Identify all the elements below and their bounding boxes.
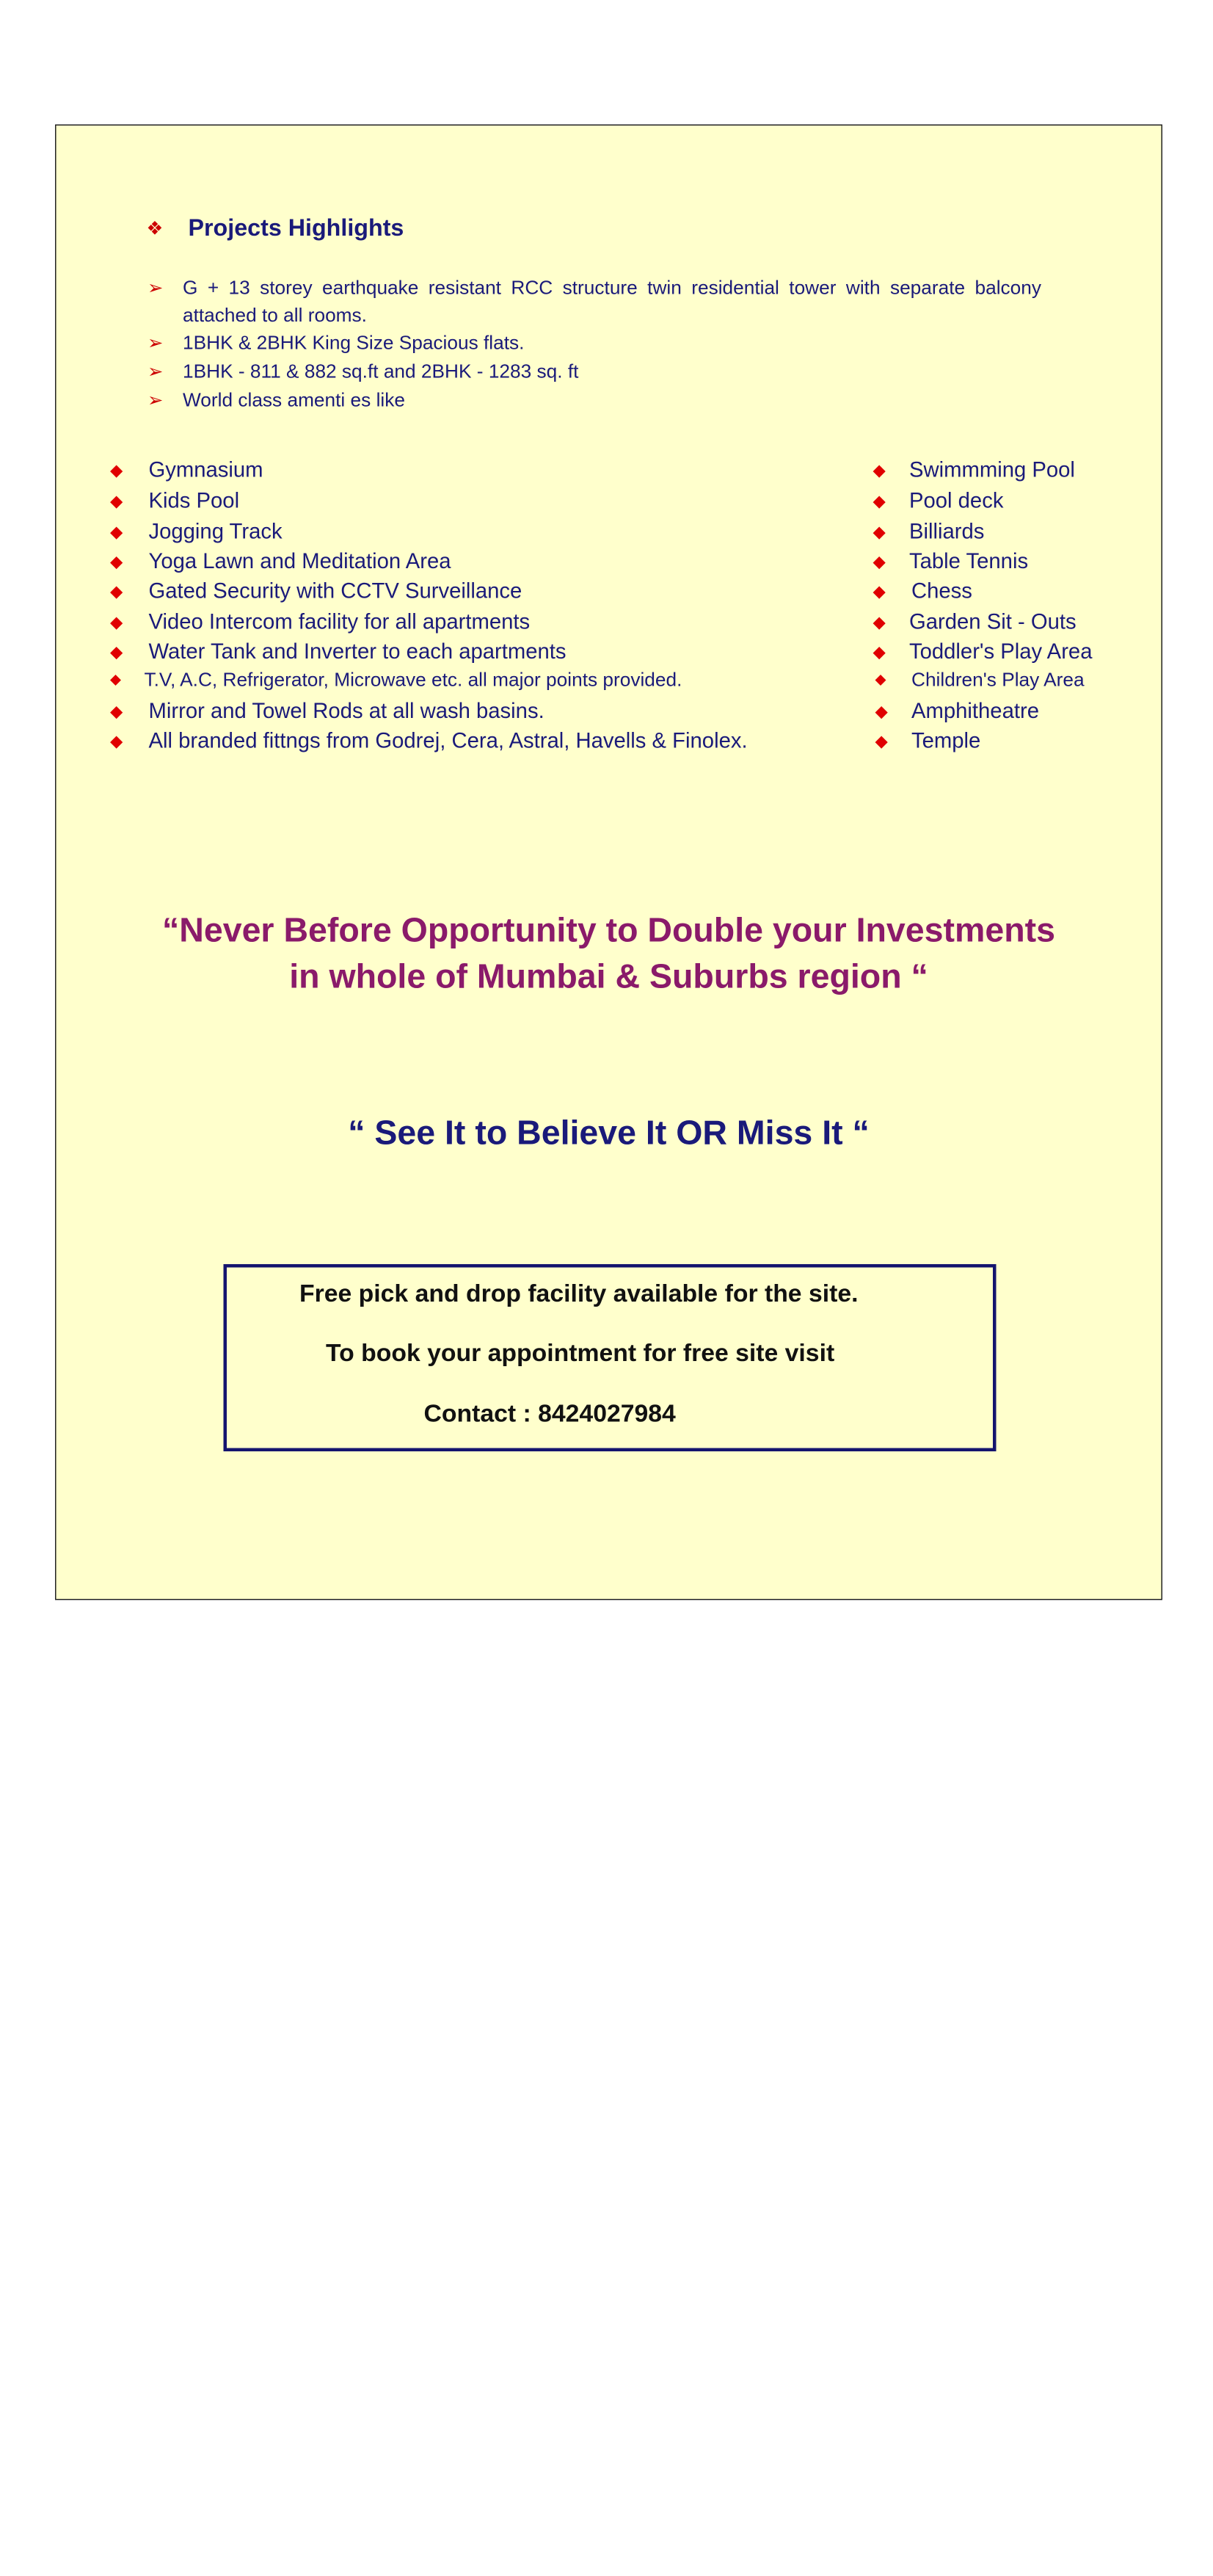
diamond-bullet-icon: ◆: [110, 732, 123, 751]
amenity-item: Gated Security with CCTV Surveillance: [148, 579, 522, 603]
heading-bullet-icon: ❖: [146, 218, 164, 239]
diamond-bullet-icon: ◆: [873, 582, 886, 601]
amenity-item: T.V, A.C, Refrigerator, Microwave etc. all major points provided.: [144, 668, 682, 691]
diamond-bullet-icon: ◆: [110, 523, 123, 542]
arrow-bullet-icon: ➢: [147, 277, 164, 299]
tagline: [55, 907, 1162, 1000]
highlight-point: G + 13 storey earthquake resistant RCC structure twin residential tower with separate balcony attached to all rooms.: [183, 276, 1041, 326]
amenity-item: Swimmming Pool: [909, 458, 1075, 482]
arrow-bullet-icon: ➢: [147, 361, 164, 382]
amenity-item: Water Tank and Inverter to each apartments: [148, 639, 567, 664]
diamond-bullet-icon: ◆: [873, 523, 886, 542]
tagline-line-1: “Never Before Opportunity to Double your Investments: [162, 910, 1055, 949]
amenity-item: Video Intercom facility for all apartments: [148, 610, 531, 634]
highlight-point: 1BHK - 811 & 882 sq.ft and 2BHK - 1283 sq. ft: [183, 360, 579, 382]
diamond-bullet-icon: ◆: [110, 553, 123, 572]
tagline-line-2: in whole of Mumbai & Suburbs region “: [289, 957, 928, 995]
diamond-bullet-icon: ◆: [873, 643, 886, 662]
diamond-bullet-icon: ◆: [110, 643, 123, 662]
amenity-item: Amphitheatre: [911, 699, 1039, 724]
diamond-bullet-icon: ◆: [875, 703, 888, 722]
diamond-bullet-icon: ◆: [873, 492, 886, 511]
amenity-item: Gymnasium: [148, 458, 263, 482]
diamond-bullet-icon: ◆: [110, 582, 123, 601]
diamond-bullet-icon: ◆: [875, 670, 886, 687]
diamond-bullet-icon: ◆: [873, 461, 886, 480]
amenity-item: Jogging Track: [148, 520, 283, 544]
amenity-item: Kids Pool: [148, 489, 240, 513]
appointment-info: To book your appointment for free site visit: [326, 1339, 835, 1367]
diamond-bullet-icon: ◆: [110, 703, 123, 722]
slogan: “ See It to Believe It OR Miss It “: [348, 1113, 870, 1152]
diamond-bullet-icon: ◆: [110, 461, 123, 480]
amenity-item: Mirror and Towel Rods at all wash basins.: [148, 699, 544, 724]
diamond-bullet-icon: ◆: [875, 732, 888, 751]
amenity-item: Yoga Lawn and Meditation Area: [148, 549, 451, 574]
arrow-bullet-icon: ➢: [147, 390, 164, 411]
amenity-item: Garden Sit - Outs: [909, 610, 1077, 634]
highlights-heading: Projects Highlights: [188, 214, 404, 242]
diamond-bullet-icon: ◆: [110, 613, 123, 632]
amenity-item: Chess: [911, 579, 972, 603]
amenity-item: Billiards: [909, 520, 985, 544]
diamond-bullet-icon: ◆: [873, 553, 886, 572]
amenity-item: Table Tennis: [909, 549, 1029, 574]
pickup-info: Free pick and drop facility available for the site.: [299, 1280, 859, 1307]
diamond-bullet-icon: ◆: [110, 492, 123, 511]
amenity-item: All branded fittngs from Godrej, Cera, Astral, Havells & Finolex.: [148, 729, 748, 753]
amenity-item: Temple: [911, 729, 981, 753]
contact-number: Contact : 8424027984: [423, 1399, 676, 1427]
arrow-bullet-icon: ➢: [147, 333, 164, 354]
diamond-bullet-icon: ◆: [110, 670, 121, 687]
highlight-point: 1BHK & 2BHK King Size Spacious flats.: [183, 331, 525, 354]
amenity-item: Toddler's Play Area: [909, 639, 1093, 664]
amenity-item: Pool deck: [909, 489, 1004, 513]
diamond-bullet-icon: ◆: [873, 613, 886, 632]
highlight-point: World class amenti es like: [183, 388, 405, 411]
amenity-item: Children's Play Area: [911, 668, 1085, 691]
